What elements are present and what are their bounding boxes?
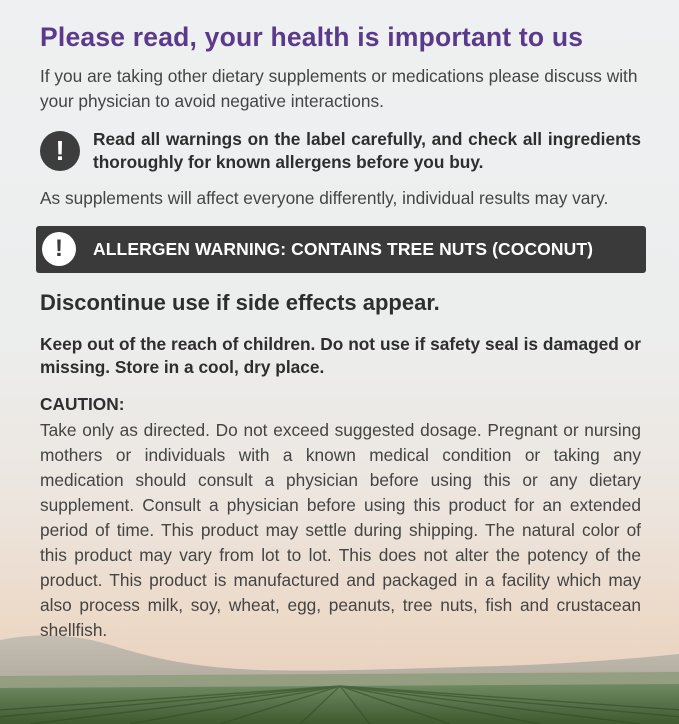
crop-field [0,684,679,724]
caution-body: Take only as directed. Do not exceed suggested dosage. Pregnant or nursing mothers or individuals with a known medical condition or taking any medication should consult a physician before using this or any dietary supplement. Consult a physician before using this product for an extended period of time. This product may settle during shipping. The natural color of this product may vary from lot to lot. This does not alter the potency of the product. This product is manufactured and packaged in a facility which may also process milk, soy, wheat, egg, peanuts, tree nuts, fish and crustacean shellfish. [40,420,641,640]
exclamation-icon: ! [42,232,76,266]
allergen-warning-text: ALLERGEN WARNING: CONTAINS TREE NUTS (COCONUT) [93,239,594,259]
exclamation-icon: ! [40,131,80,171]
page-title: Please read, your health is important to us [40,22,584,52]
allergen-banner [36,226,646,273]
warning-text: Read all warnings on the label carefully, and check all ingredients thoroughly for known allergens before you buy. [93,129,641,172]
discontinue-heading: Discontinue use if side effects appear. [40,290,440,315]
intro-text: If you are taking other dietary supplements or medications please discuss with your physician to avoid negative interactions. [40,66,638,111]
results-note: As supplements will affect everyone differently, individual results may vary. [40,188,609,208]
caution-heading: CAUTION: [40,394,125,414]
keep-out-notice: Keep out of the reach of children. Do not use if safety seal is damaged or missing. Store in a cool, dry place. [40,334,641,377]
